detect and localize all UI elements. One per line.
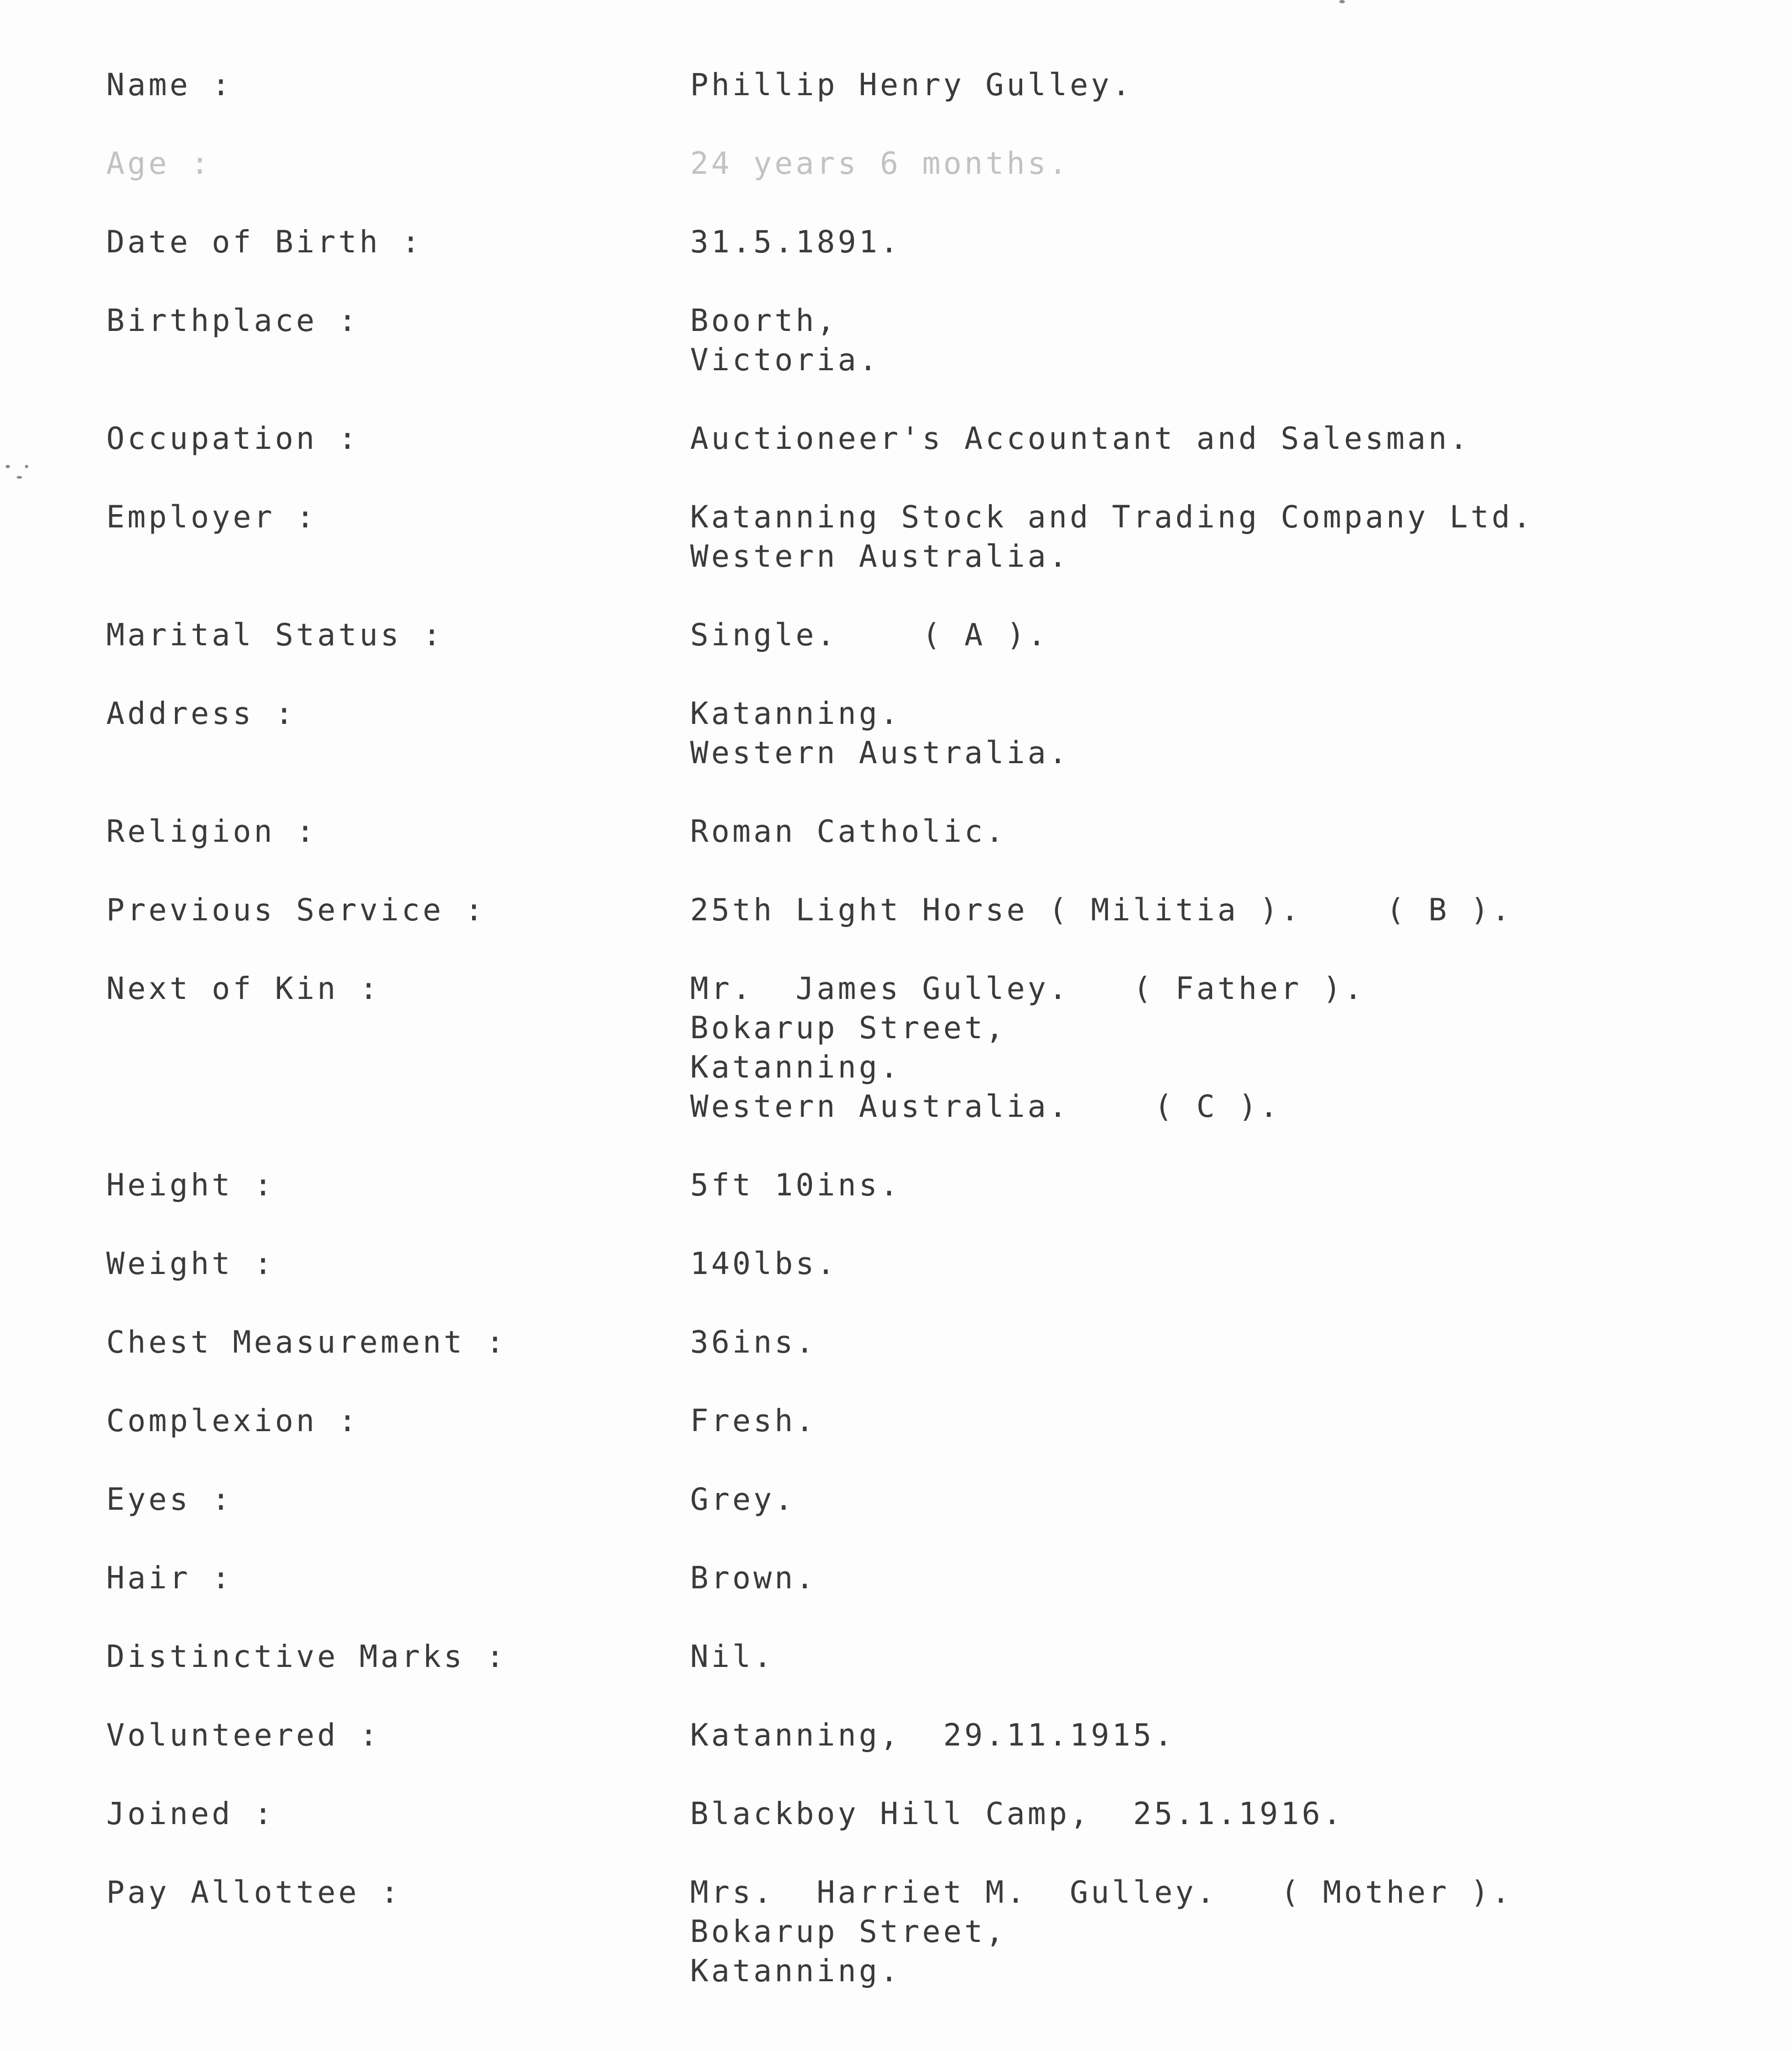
field-label: Name : (106, 67, 233, 102)
record-row (106, 694, 1711, 773)
field-value (690, 222, 1711, 262)
value-line: Roman Catholic. (690, 814, 1007, 849)
speck-mark (25, 465, 28, 468)
field-label: Complexion : (106, 1403, 360, 1438)
value-line: 25th Light Horse ( Militia ). ( B ). (690, 892, 1513, 928)
value-line: Blackboy Hill Camp, 25.1.1916. (690, 1796, 1344, 1831)
field-value (690, 890, 1711, 930)
field-value (690, 1166, 1711, 1205)
value-line: Western Australia. (690, 735, 1070, 770)
field-value (690, 144, 1711, 183)
field-value (690, 615, 1711, 655)
field-label: Joined : (106, 1796, 275, 1831)
value-line: Western Australia. ( C ). (690, 1089, 1281, 1124)
value-line: Phillip Henry Gulley. (690, 67, 1133, 102)
record-row (106, 419, 1711, 458)
record-row (106, 1166, 1711, 1205)
record-row (106, 301, 1711, 380)
field-label: Chest Measurement : (106, 1324, 507, 1360)
value-line: 5ft 10ins. (690, 1167, 902, 1203)
value-line: Auctioneer's Accountant and Salesman. (690, 421, 1471, 456)
value-line: Boorth, (690, 303, 838, 338)
value-line: Western Australia. (690, 538, 1070, 574)
field-label: Marital Status : (106, 617, 444, 652)
record-row (106, 1794, 1711, 1834)
record-row (106, 1558, 1711, 1598)
record-row (106, 222, 1711, 262)
speck-mark (1339, 0, 1345, 3)
field-value (690, 812, 1711, 851)
value-line: Mr. James Gulley. ( Father ). (690, 971, 1365, 1006)
field-value (690, 1873, 1711, 1991)
record-row (106, 1244, 1711, 1283)
value-line: 140lbs. (690, 1246, 838, 1281)
field-value (690, 1716, 1711, 1755)
record-row (106, 812, 1711, 851)
record-row (106, 1401, 1711, 1441)
field-value (690, 1401, 1711, 1441)
field-value (690, 969, 1711, 1126)
record-row (106, 1637, 1711, 1676)
field-value (690, 301, 1711, 380)
value-line: Bokarup Street, (690, 1010, 1007, 1045)
field-value (690, 1794, 1711, 1834)
field-value (690, 1323, 1711, 1362)
field-label: Next of Kin : (106, 971, 381, 1006)
field-label: Distinctive Marks : (106, 1639, 507, 1674)
field-label: Pay Allottee : (106, 1874, 402, 1910)
value-line: Nil. (690, 1639, 775, 1674)
field-label: Address : (106, 696, 297, 731)
value-line: Victoria. (690, 342, 881, 377)
value-line: Mrs. Harriet M. Gulley. ( Mother ). (690, 1874, 1513, 1910)
value-line: 24 years 6 months. (690, 146, 1070, 181)
record-row (106, 890, 1711, 930)
service-record (106, 65, 1711, 2030)
field-label: Birthplace : (106, 303, 360, 338)
record-row (106, 1323, 1711, 1362)
field-label: Occupation : (106, 421, 360, 456)
field-value (690, 419, 1711, 458)
field-value (690, 1244, 1711, 1283)
value-line: Katanning. (690, 1953, 902, 1988)
value-line: Katanning. (690, 1049, 902, 1085)
record-row (106, 498, 1711, 576)
field-value (690, 1480, 1711, 1519)
field-label: Volunteered : (106, 1717, 381, 1753)
speck-mark (6, 465, 10, 468)
value-line: Katanning, 29.11.1915. (690, 1717, 1175, 1753)
field-label: Previous Service : (106, 892, 486, 928)
field-label: Date of Birth : (106, 224, 423, 260)
value-line: Fresh. (690, 1403, 817, 1438)
record-row (106, 144, 1711, 183)
field-label: Employer : (106, 499, 318, 535)
field-label: Age : (106, 146, 212, 181)
value-line: Katanning Stock and Trading Company Ltd. (690, 499, 1534, 535)
record-row (106, 615, 1711, 655)
value-line: Bokarup Street, (690, 1914, 1007, 1949)
field-value (690, 65, 1711, 105)
field-label: Eyes : (106, 1482, 233, 1517)
field-value (690, 694, 1711, 773)
field-value (690, 1637, 1711, 1676)
value-line: Brown. (690, 1560, 817, 1596)
value-line: 31.5.1891. (690, 224, 902, 260)
field-label: Religion : (106, 814, 318, 849)
value-line: Single. ( A ). (690, 617, 1049, 652)
value-line: 36ins. (690, 1324, 817, 1360)
record-row (106, 1716, 1711, 1755)
field-value (690, 1558, 1711, 1598)
record-row (106, 65, 1711, 105)
field-label: Height : (106, 1167, 275, 1203)
record-row (106, 1480, 1711, 1519)
speck-mark (17, 476, 22, 479)
field-value (690, 498, 1711, 576)
field-label: Hair : (106, 1560, 233, 1596)
value-line: Katanning. (690, 696, 902, 731)
field-label: Weight : (106, 1246, 275, 1281)
record-row (106, 1873, 1711, 1991)
value-line: Grey. (690, 1482, 796, 1517)
record-row (106, 969, 1711, 1126)
